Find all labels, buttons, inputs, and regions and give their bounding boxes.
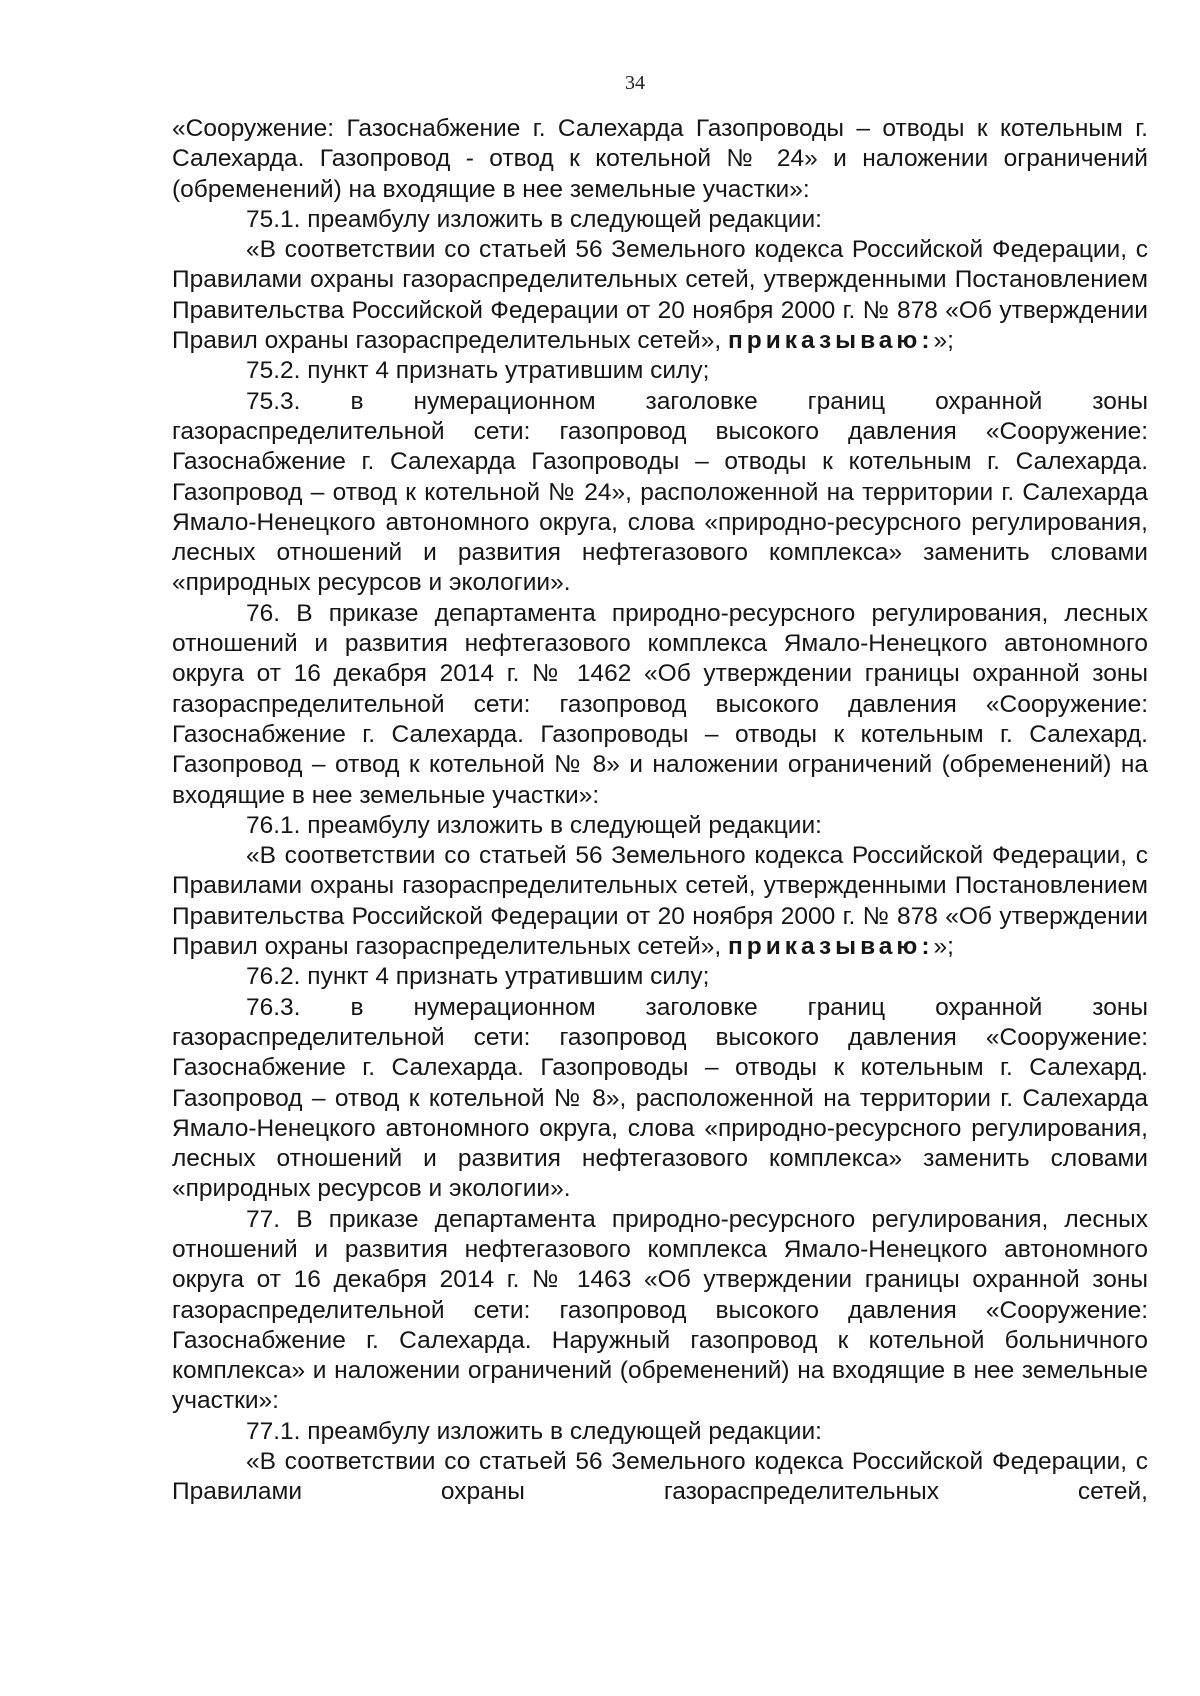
paragraph-75-1: 75.1. преамбулу изложить в следующей редакции: — [246, 205, 822, 233]
paragraph-76-1-quote-end: »; — [933, 933, 954, 961]
paragraph-76-3: 76.3. в нумерационном заголовке границ охранной зоны газораспределительной сети: газопровод высокого давления «Сооружение: Газоснабжение г. Салехарда. Газопроводы – отводы к котельным г. Салехард. Газопровод – отвод к котельной № 8», расположенной на территории г. Салехарда Ямало-Ненецкого автономного округа, слова «природно-ресурсного регулирования, лесных отношений и развития нефтегазового комплекса» заменить словами «природных ресурсов и экологии». — [172, 993, 1148, 1203]
paragraph-77-1: 77.1. преамбулу изложить в следующей редакции: — [246, 1417, 822, 1445]
paragraph-75-3: 75.3. в нумерационном заголовке границ охранной зоны газораспределительной сети: газопровод высокого давления «Сооружение: Газоснабжение г. Салехарда Газопроводы – отводы к котельным г. Салехарда. Газопровод – отвод к котельной № 24», расположенной на территории г. Салехарда Ямало-Ненецкого автономного округа, слова «природно-ресурсного регулирования, лесных отношений и развития нефтегазового комплекса» заменить словами «природных ресурсов и экологии». — [172, 387, 1148, 597]
document-body — [172, 114, 1148, 1508]
paragraph-77: 77. В приказе департамента природно-ресурсного регулирования, лесных отношений и развития нефтегазового комплекса Ямало-Ненецкого автономного округа от 16 декабря 2014 г. № 1463 «Об утверждении границы охранной зоны газораспределительной сети: газопровод высокого давления «Сооружение: Газоснабжение г. Салехарда. Наружный газопровод к котельной больничного комплекса» и наложении ограничений (обременений) на входящие в нее земельные участки»: — [172, 1205, 1148, 1415]
paragraph-75-title-end: «Сооружение: Газоснабжение г. Салехарда Газопроводы – отводы к котельным г. Салехарда. Газопровод - отвод к котельной № 24» и наложении ограничений (обременений) на входящие в нее земельные участки»: — [172, 115, 1148, 203]
paragraph-76: 76. В приказе департамента природно-ресурсного регулирования, лесных отношений и развития нефтегазового комплекса Ямало-Ненецкого автономного округа от 16 декабря 2014 г. № 1462 «Об утверждении границы охранной зоны газораспределительной сети: газопровод высокого давления «Сооружение: Газоснабжение г. Салехарда. Газопроводы – отводы к котельным г. Салехард. Газопровод – отвод к котельной № 8» и наложении ограничений (обременений) на входящие в нее земельные участки»: — [172, 599, 1148, 809]
page-number: 34 — [625, 72, 645, 94]
paragraph-75-2: 75.2. пункт 4 признать утратившим силу; — [246, 357, 710, 385]
paragraph-75-1-quote-end: »; — [933, 327, 954, 355]
paragraph-75-1-quote-text: «В соответствии со статьей 56 Земельного кодекса Российской Федерации, с Правилами охраны газораспределительных сетей, утвержденными Постановлением Правительства Российской Федерации от 20 ноября 2000 г. № 878 «Об утверждении Правил охраны газораспределительных сетей», — [172, 236, 1148, 355]
paragraph-76-1-order-word: приказываю: — [727, 933, 934, 961]
paragraph-75-1-order-word: приказываю: — [727, 327, 934, 355]
paragraph-77-1-quote: «В соответствии со статьей 56 Земельного кодекса Российской Федерации, с Правилами охраны газораспределительных сетей, — [172, 1448, 1148, 1506]
paragraph-76-1-quote — [172, 841, 1148, 962]
paragraph-75-1-quote — [172, 235, 1148, 356]
paragraph-76-1-quote-text: «В соответствии со статьей 56 Земельного кодекса Российской Федерации, с Правилами охраны газораспределительных сетей, утвержденными Постановлением Правительства Российской Федерации от 20 ноября 2000 г. № 878 «Об утверждении Правил охраны газораспределительных сетей», — [172, 842, 1148, 961]
paragraph-76-2: 76.2. пункт 4 признать утратившим силу; — [246, 963, 710, 991]
paragraph-76-1: 76.1. преамбулу изложить в следующей редакции: — [246, 811, 822, 839]
